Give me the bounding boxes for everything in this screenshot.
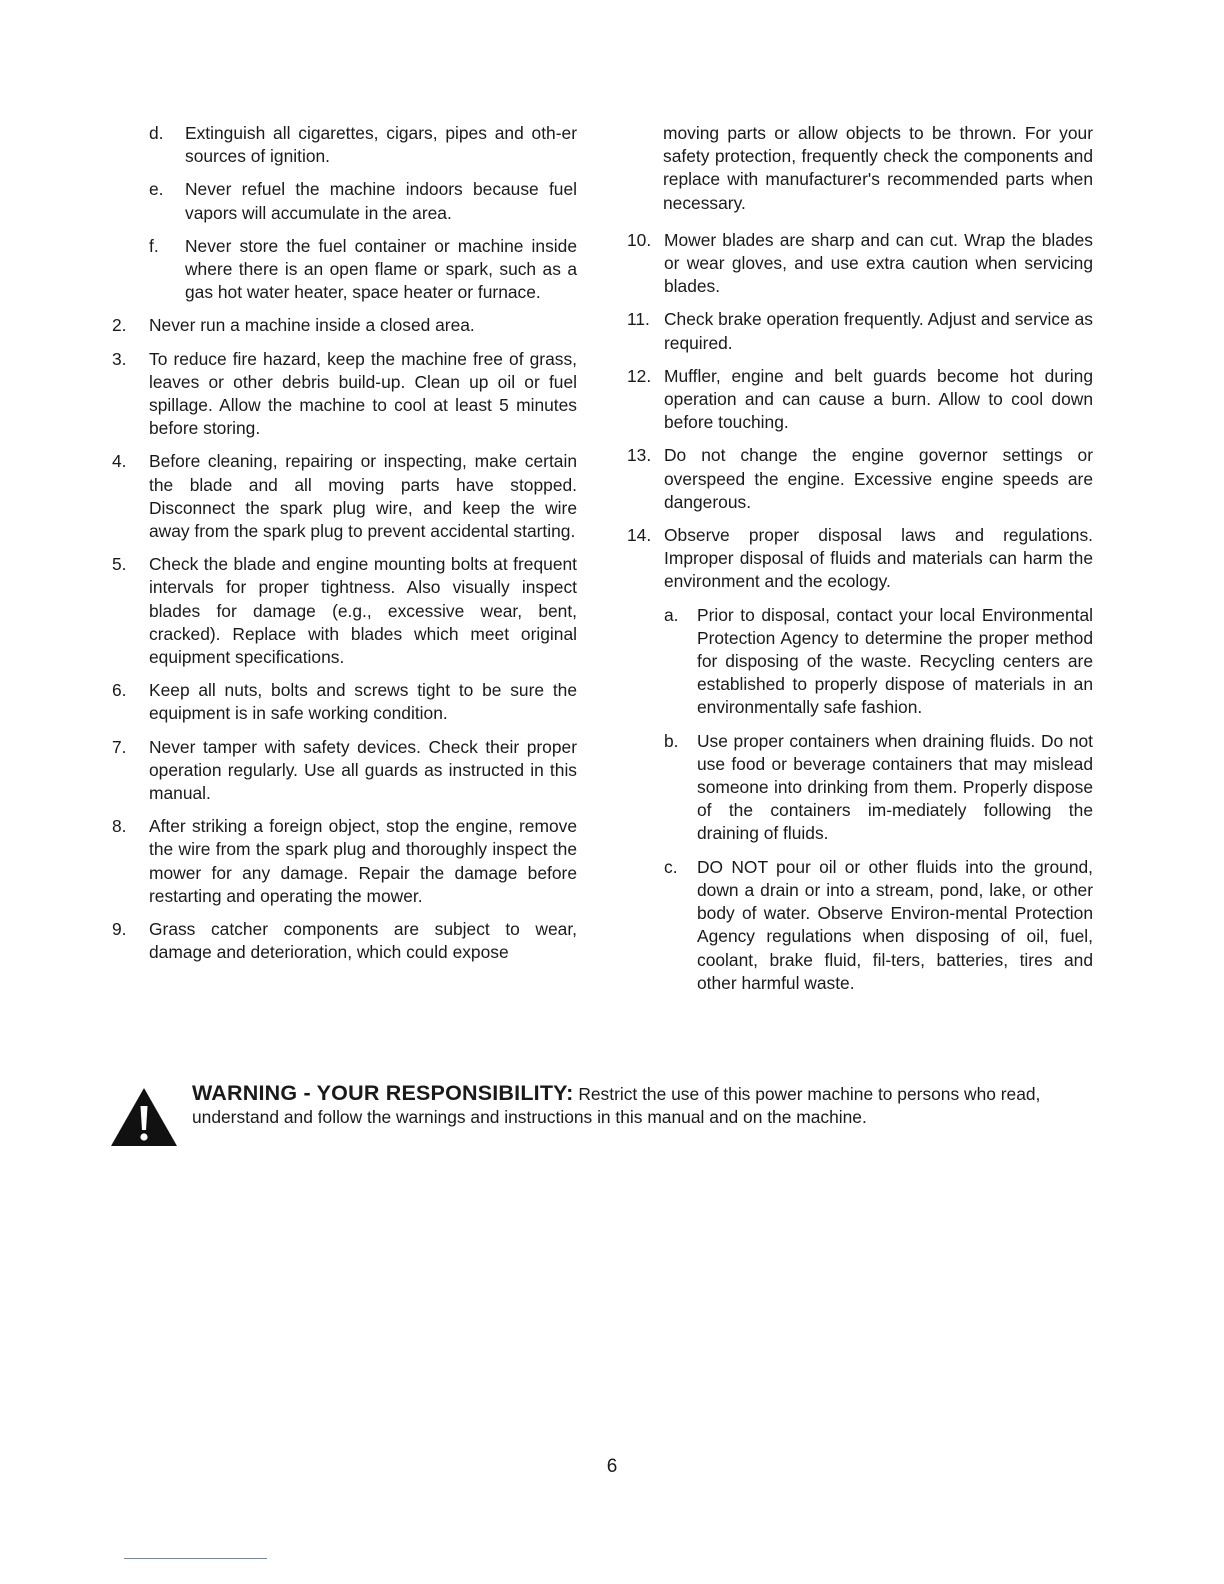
list-item	[627, 524, 1093, 594]
item-text: Extinguish all cigarettes, cigars, pipes and oth-er sources of ignition.	[185, 123, 577, 167]
item-text: Use proper containers when draining fluids. Do not use food or beverage containers that may mislead someone into drinking from them. Properly dispose of the containers im-mediately following the draining of fluids.	[697, 730, 1093, 844]
warning-body: Restrict the use of this power machine to persons who read, understand and follow the warnings and instructions in this manual and on the machine.	[192, 1084, 1041, 1128]
item-text: Muffler, engine and belt guards become hot during operation and can cause a burn. Allow to cool down before touching.	[664, 365, 1093, 433]
list-item	[112, 314, 577, 337]
item-label: 13.	[627, 445, 652, 466]
item-text: Never refuel the machine indoors because fuel vapors will accumulate in the area.	[185, 179, 577, 223]
list-item	[627, 308, 1093, 354]
list-item	[112, 815, 577, 908]
item-text: Observe proper disposal laws and regulations. Improper disposal of fluids and materials can harm the environment and the ecology.	[664, 525, 1093, 592]
sub-list-top	[149, 122, 577, 304]
item-label: 8.	[112, 816, 127, 837]
item-text: Check the blade and engine mounting bolts at frequent intervals for proper tightness. Also visually inspect blades for damage (e.g., excessive wear, bent, cracked). Replace with blades which meet original equipment specifications.	[149, 554, 577, 668]
item-label: 6.	[112, 680, 127, 701]
item-label: e.	[149, 179, 164, 200]
item-label: a.	[664, 604, 679, 625]
item-label: c.	[664, 856, 678, 877]
warning-text	[192, 1082, 1097, 1130]
item-label: 12.	[627, 365, 652, 386]
left-column	[112, 122, 577, 975]
list-item	[149, 122, 577, 168]
item-text: Before cleaning, repairing or inspecting, make certain the blade and all moving parts have stopped. Disconnect the spark plug wire, and keep the wire away from the spark plug to prevent accidental starting.	[149, 451, 577, 542]
item-text: Do not change the engine governor settings or overspeed the engine. Excessive engine speeds are dangerous.	[664, 445, 1093, 512]
list-item	[664, 604, 1093, 720]
list-item	[664, 856, 1093, 995]
item-text: Grass catcher components are subject to wear, damage and deterioration, which could expose	[149, 919, 577, 963]
list-item	[664, 730, 1093, 846]
item-label: 4.	[112, 451, 127, 472]
list-item	[112, 918, 577, 964]
page-number: 6	[606, 1456, 618, 1477]
item-label: 11.	[627, 309, 650, 330]
list-item	[627, 365, 1093, 435]
list-item	[112, 736, 577, 806]
item-text: DO NOT pour oil or other fluids into the ground, down a drain or into a stream, pond, lake, or other body of water. Observe Environ-mental Protection Agency regulations when disposing of oil, fuel, coolant, brake fluid, fil-ters, batteries, tires and other harmful waste.	[697, 856, 1093, 993]
warning-box	[109, 1082, 1099, 1152]
item-text: Check brake operation frequently. Adjust and service as required.	[664, 309, 1093, 353]
warning-triangle-icon	[109, 1086, 179, 1148]
sub-list-disposal	[664, 604, 1093, 995]
list-item	[627, 444, 1093, 514]
item-label: 7.	[112, 736, 127, 757]
continued-text: moving parts or allow objects to be thrown. For your safety protection, frequently check the components and replace with manufacturer's recommended parts when necessary.	[663, 123, 1093, 213]
bottom-rule	[124, 1558, 267, 1559]
item-label: 2.	[112, 315, 127, 336]
list-item	[112, 450, 577, 543]
item-label: b.	[664, 730, 679, 751]
item-text: Keep all nuts, bolts and screws tight to be sure the equipment is in safe working condition.	[149, 680, 577, 724]
item-label: 5.	[112, 554, 127, 575]
item-label: 9.	[112, 919, 127, 940]
item-text: Prior to disposal, contact your local Environmental Protection Agency to determine the proper method for disposing of the waste. Recycling centers are established to properly dispose of materials in an environmentally safe fashion.	[697, 604, 1093, 718]
list-item	[627, 229, 1093, 299]
item-text: Mower blades are sharp and can cut. Wrap the blades or wear gloves, and use extra caution when servicing blades.	[664, 229, 1093, 297]
list-item	[112, 348, 577, 441]
item-text: Never store the fuel container or machine inside where there is an open flame or spark, such as a gas hot water heater, space heater or furnace.	[185, 235, 577, 303]
item-text: To reduce fire hazard, keep the machine free of grass, leaves or other debris build-up. Clean up oil or fuel spillage. Allow the machine to cool at least 5 minutes before storing.	[149, 348, 577, 439]
item-text: Never tamper with safety devices. Check their proper operation regularly. Use all guards as instructed in this manual.	[149, 736, 577, 804]
item-label: 14.	[627, 525, 652, 546]
item-text: After striking a foreign object, stop the engine, remove the wire from the spark plug and thoroughly inspect the mower for any damage. Repair the damage before restarting and operating the mower.	[149, 816, 577, 906]
list-item	[149, 178, 577, 224]
item-label: 3.	[112, 348, 127, 369]
list-item	[149, 235, 577, 305]
list-item	[112, 553, 577, 669]
right-column	[627, 122, 1093, 1005]
list-item	[112, 679, 577, 725]
item-text: Never run a machine inside a closed area.	[149, 315, 475, 336]
item-label: 10.	[627, 229, 652, 250]
item-label: d.	[149, 123, 164, 143]
warning-heading: WARNING - YOUR RESPONSIBILITY:	[192, 1081, 574, 1105]
item-label: f.	[149, 235, 159, 256]
